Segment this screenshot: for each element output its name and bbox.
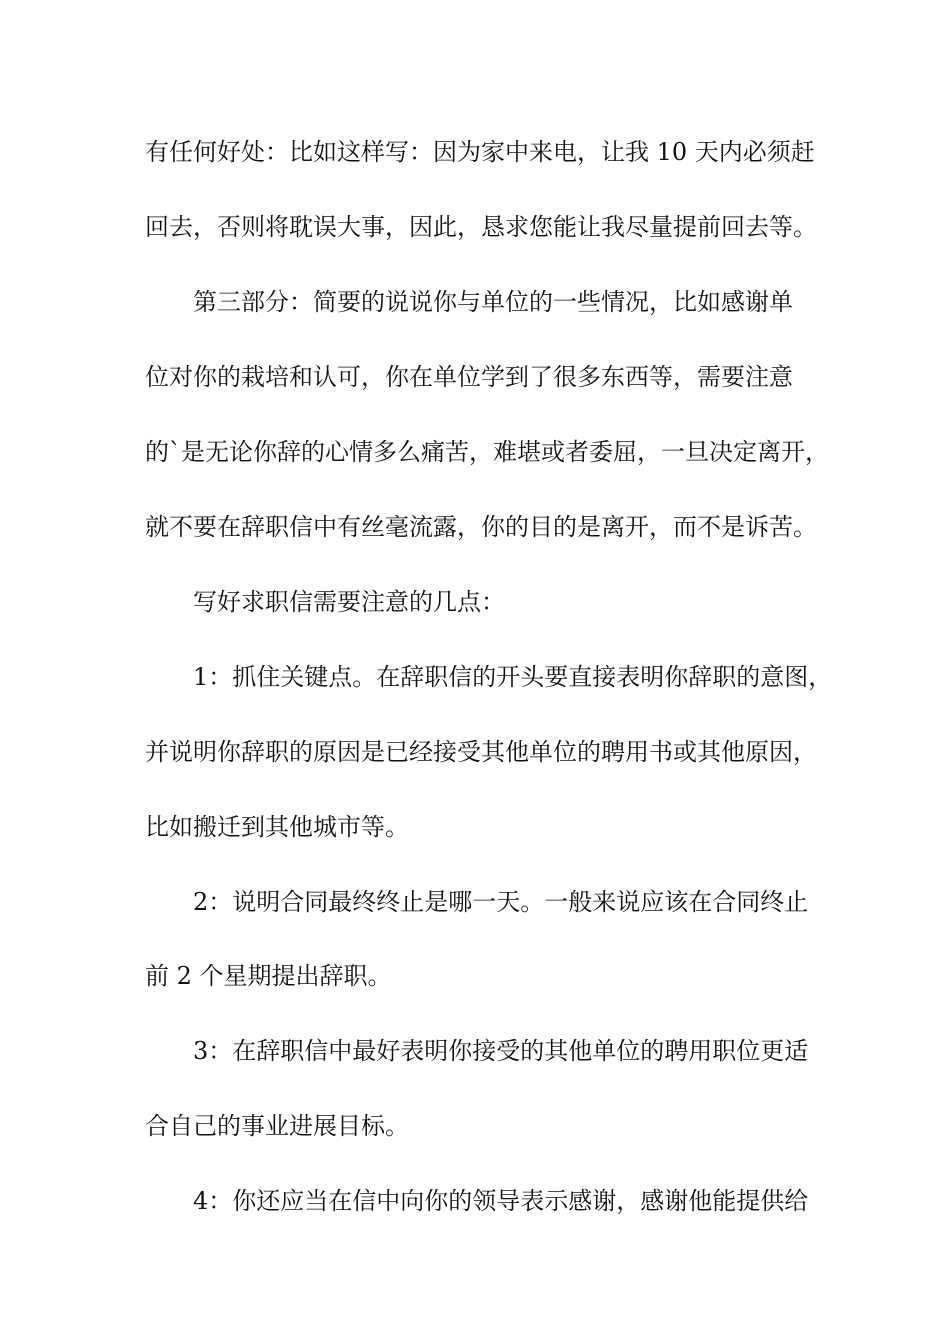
text-line-11: 2：说明合同最终终止是哪一天。一般来说应该在合同终止 [193, 888, 809, 916]
text-line-1: 有任何好处：比如这样写：因为家中来电，让我 10 天内必须赶 [145, 138, 815, 166]
text-line-3: 第三部分：简要的说说你与单位的一些情况，比如感谢单 [193, 288, 793, 316]
text-line-4: 位对你的栽培和认可，你在单位学到了很多东西等，需要注意 [145, 363, 793, 391]
text-line-7: 写好求职信需要注意的几点： [193, 588, 505, 616]
text-line-15: 4：你还应当在信中向你的领导表示感谢，感谢他能提供给 [193, 1187, 809, 1215]
text-line-2: 回去，否则将耽误大事，因此，恳求您能让我尽量提前回去等。 [145, 213, 817, 241]
text-line-9: 并说明你辞职的原因是已经接受其他单位的聘用书或其他原因， [145, 738, 817, 766]
text-line-6: 就不要在辞职信中有丝毫流露，你的目的是离开，而不是诉苦。 [145, 513, 817, 541]
text-line-14: 合自己的事业进展目标。 [145, 1112, 409, 1140]
text-line-12: 前 2 个星期提出辞职。 [145, 962, 392, 990]
text-line-10: 比如搬迁到其他城市等。 [145, 813, 409, 841]
text-line-13: 3：在辞职信中最好表明你接受的其他单位的聘用职位更适 [193, 1037, 809, 1065]
text-line-8: 1：抓住关键点。在辞职信的开头要直接表明你辞职的意图， [193, 663, 833, 691]
text-line-5: 的`是无论你辞的心情多么痛苦，难堪或者委屈，一旦决定离开， [145, 438, 829, 466]
